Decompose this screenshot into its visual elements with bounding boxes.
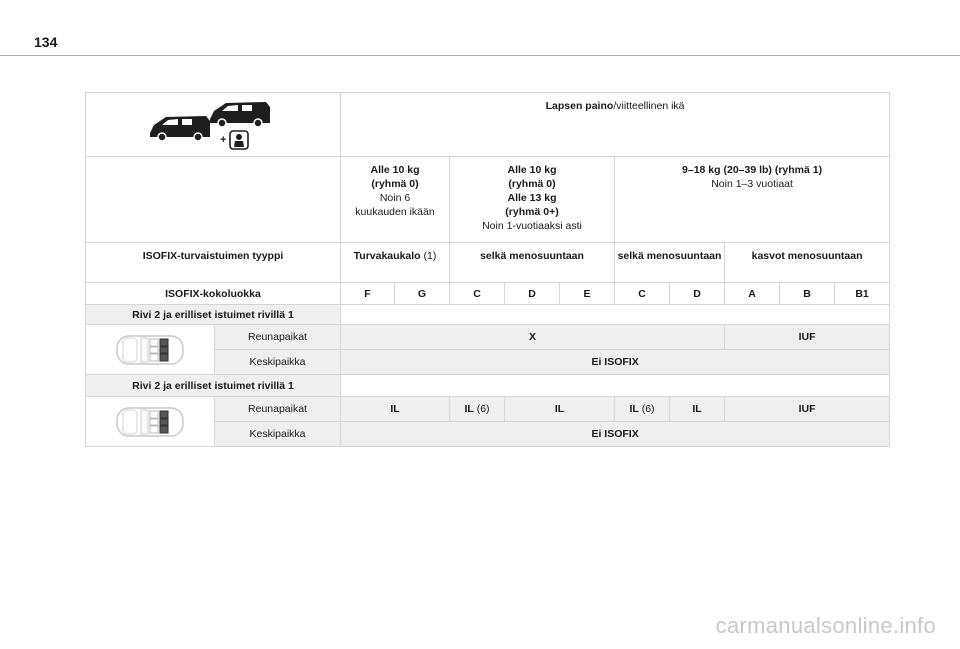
center-seat-label: Keskipaikka (215, 422, 341, 447)
center-seat-value: Ei ISOFIX (341, 350, 890, 375)
group-1-age: Noin 1–3 vuotiaat (711, 178, 793, 190)
svg-text:+: + (220, 133, 227, 146)
size-class-cell: D (670, 283, 725, 305)
support-type-rear-2: selkä menosuuntaan (615, 243, 725, 283)
il-note: (6) (473, 403, 490, 415)
section-2-title-blank (341, 375, 890, 397)
il-note: (6) (638, 403, 655, 415)
vehicle-icons-cell (86, 93, 341, 157)
outer-seats-x: X (341, 325, 725, 350)
group-0-age: Noin 6 (379, 192, 411, 204)
outer-seats-value: IL (505, 397, 615, 422)
seat-layout-icon (115, 402, 185, 442)
outer-seats-label: Reunapaikat (215, 397, 341, 422)
outer-seats-iuf: IUF (725, 325, 890, 350)
section-2-title: Rivi 2 ja erilliset istuimet rivillä 1 (86, 375, 341, 397)
center-seat-label: Keskipaikka (215, 350, 341, 375)
watermark: carmanualsonline.info (715, 613, 936, 638)
weight-header (341, 93, 890, 157)
outer-seats-value (615, 397, 670, 422)
group-0-cell (341, 157, 450, 243)
outer-seats-value: IL (341, 397, 450, 422)
support-type-carrycot (341, 243, 450, 283)
size-class-cell: C (615, 283, 670, 305)
group-0-name: (ryhmä 0) (371, 178, 419, 190)
size-class-cell: F (341, 283, 395, 305)
support-type-forward: kasvot menosuuntaan (725, 243, 890, 283)
section-1-title-blank (341, 305, 890, 325)
size-class-cell: G (395, 283, 450, 305)
group-1-cell (615, 157, 890, 243)
size-class-cell: D (505, 283, 560, 305)
groups-empty-cell (86, 157, 341, 243)
van-icon (150, 116, 210, 141)
seat-layout-cell (86, 325, 215, 375)
group-0-age-cont: kuukauden ikään (355, 206, 435, 218)
outer-seats-iuf: IUF (725, 397, 890, 422)
van-with-child-icon (148, 99, 278, 151)
outer-seats-value (450, 397, 505, 422)
group-0plus-name-a: (ryhmä 0) (508, 178, 556, 190)
size-class-label: ISOFIX-kokoluokka (86, 283, 341, 305)
carrycot-label: Turvakaukalo (353, 250, 421, 262)
il-label: IL (629, 403, 639, 415)
group-0plus-age: Noin 1-vuotiaaksi asti (482, 220, 582, 232)
group-1-weight: 9–18 kg (20–39 lb) (ryhmä 1) (682, 164, 823, 176)
group-0plus-cell (450, 157, 615, 243)
size-class-cell: A (725, 283, 780, 305)
center-seat-value: Ei ISOFIX (341, 422, 890, 447)
group-0-weight: Alle 10 kg (370, 164, 420, 176)
carrycot-note: (1) (420, 250, 437, 262)
group-0plus-weight-b: Alle 13 kg (507, 192, 557, 204)
outer-seats-value: IL (670, 397, 725, 422)
van-icon (210, 102, 270, 127)
outer-seats-label: Reunapaikat (215, 325, 341, 350)
size-class-cell: C (450, 283, 505, 305)
group-0plus-weight-a: Alle 10 kg (507, 164, 557, 176)
size-class-cell: B (780, 283, 835, 305)
il-label: IL (464, 403, 474, 415)
group-0plus-name-b: (ryhmä 0+) (505, 206, 559, 218)
isofix-table (85, 92, 890, 447)
header-rule (0, 55, 960, 56)
weight-label-bold: Lapsen paino (545, 100, 614, 112)
weight-label-rest: /viitteellinen ikä (613, 100, 685, 112)
child-seat-icon (220, 131, 248, 149)
support-type-rear-1: selkä menosuuntaan (450, 243, 615, 283)
support-type-label: ISOFIX-turvaistuimen tyyppi (86, 243, 341, 283)
section-1-title: Rivi 2 ja erilliset istuimet rivillä 1 (86, 305, 341, 325)
seat-layout-icon (115, 330, 185, 370)
size-class-cell: B1 (835, 283, 890, 305)
seat-layout-cell (86, 397, 215, 447)
page-number: 134 (34, 34, 58, 50)
size-class-cell: E (560, 283, 615, 305)
